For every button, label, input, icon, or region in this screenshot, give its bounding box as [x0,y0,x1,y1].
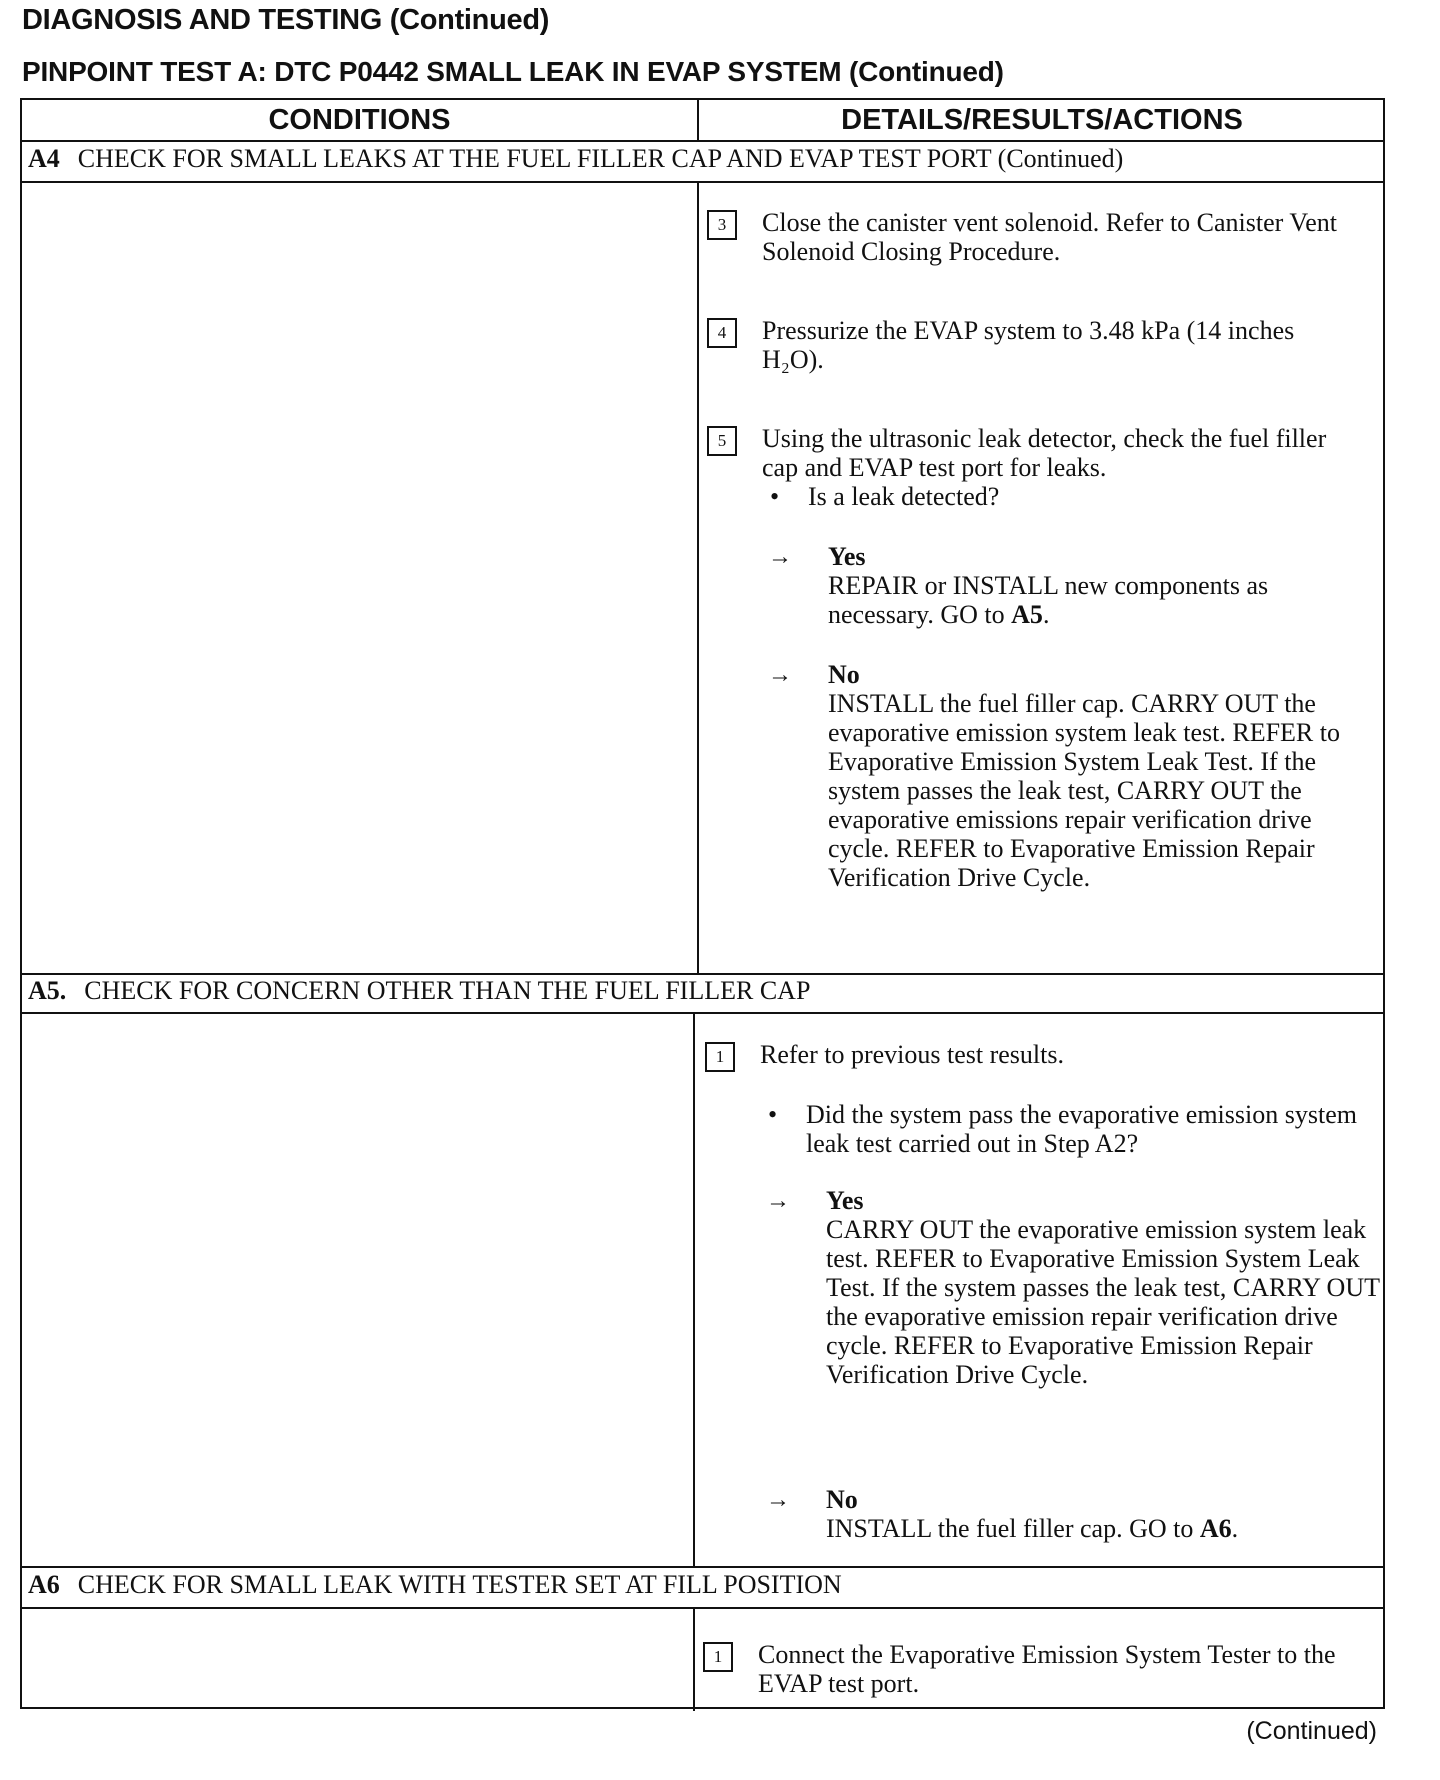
column-divider [697,181,699,973]
step-code: A6 [28,1570,60,1599]
step-code: A4 [28,144,60,173]
answer-no [828,660,1378,892]
divider [22,973,1383,975]
answer-text: INSTALL the fuel filler cap. CARRY OUT the evaporative emission system leak test. REFER to Evaporative Emission System Leak Test. If the system passes the leak test, CARRY OUT the evaporative emissions repair verification drive cycle. REFER to Evaporative Emission Repair Verification Drive Cycle. [828,689,1340,892]
divider [22,1566,1383,1568]
answer-label: Yes [828,542,866,571]
step-title: CHECK FOR CONCERN OTHER THAN THE FUEL FILLER CAP [84,976,811,1005]
substep-number-box: 1 [705,1042,735,1072]
arrow-right-icon: → [768,662,792,688]
divider [22,181,1383,183]
page-header: DIAGNOSIS AND TESTING (Continued) [22,4,550,36]
column-divider [697,100,699,140]
answer-label: No [826,1485,858,1514]
substep-text: Refer to previous test results. [760,1040,1064,1069]
pinpoint-test-title: PINPOINT TEST A: DTC P0442 SMALL LEAK IN EVAP SYSTEM (Continued) [22,56,1004,87]
step-code: A5. [28,976,67,1005]
step-reference: A6 [1199,1514,1232,1543]
step-title: CHECK FOR SMALL LEAKS AT THE FUEL FILLER CAP AND EVAP TEST PORT (Continued) [77,144,1124,173]
divider [22,140,1383,142]
arrow-right-icon: → [766,1188,790,1214]
procedure-table [20,98,1385,1709]
answer-label: Yes [826,1186,864,1215]
substep-number-box: 5 [707,426,737,456]
answer-text: CARRY OUT the evaporative emission system leak test. REFER to Evaporative Emission System Leak Test. If the system passes the leak test, CARRY OUT the evaporative emission repair verification drive cycle. REFER to Evaporative Emission Repair Verification Drive Cycle. [826,1215,1380,1389]
divider [22,1607,1383,1609]
substep-line: Pressurize the EVAP system to 3.48 kPa (14 inches [762,316,1295,345]
answer-no: No INSTALL the fuel filler cap. GO to A6. [826,1485,1382,1543]
step-a5-heading [28,976,810,1006]
step-title: CHECK FOR SMALL LEAK WITH TESTER SET AT FILL POSITION [77,1570,842,1599]
answer-yes: Yes REPAIR or INSTALL new components as necessary. GO to A5. [828,542,1368,629]
answer-text: REPAIR or INSTALL new components as necessary. GO to [828,571,1269,629]
answer-yes [826,1186,1382,1389]
column-divider [693,1012,695,1566]
bullet-icon: • [770,482,780,511]
conditions-column-header: CONDITIONS [268,104,451,136]
arrow-right-icon: → [768,544,792,570]
step-a4-heading [28,144,1123,174]
column-divider [693,1607,695,1711]
substep-text: Connect the Evaporative Emission System Tester to the EVAP test port. [758,1640,1336,1698]
answer-text: INSTALL the fuel filler cap. GO to [826,1514,1194,1543]
substep-text: Close the canister vent solenoid. Refer to Canister Vent Solenoid Closing Procedure. [762,208,1337,266]
answer-label: No [828,660,860,689]
substep-text: Using the ultrasonic leak detector, check the fuel filler cap and EVAP test port for leaks. [762,424,1327,482]
continued-note: (Continued) [1246,1717,1377,1745]
substep-line: H₂O). [762,345,824,374]
step-reference: A5 [1011,600,1043,629]
question-text: Is a leak detected? [808,482,1000,511]
divider [22,1012,1383,1014]
substep-text [762,316,1382,374]
step-a6-heading [28,1570,842,1600]
substep-number-box: 4 [707,318,737,348]
substep-number-box: 3 [707,210,737,240]
details-column-header: DETAILS/RESULTS/ACTIONS [841,104,1243,136]
question-text: Did the system pass the evaporative emission system leak test carried out in Step A2? [806,1100,1357,1158]
substep-number-box: 1 [703,1642,733,1672]
bullet-icon: • [768,1100,778,1129]
arrow-right-icon: → [766,1487,790,1513]
